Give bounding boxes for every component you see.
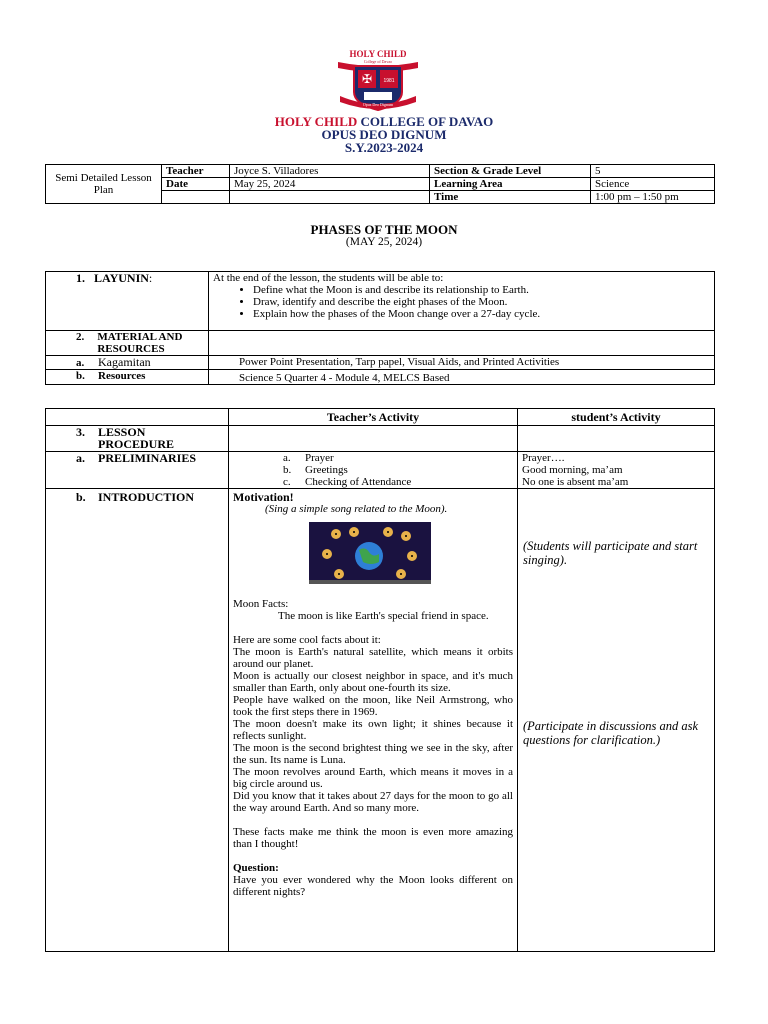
teacher-label: Teacher: [162, 165, 230, 178]
lesson-title: PHASES OF THE MOON: [310, 222, 458, 237]
section-value: 5: [591, 165, 715, 178]
sing-instruction: (Sing a simple song related to the Moon).: [265, 503, 448, 515]
area-value: Science: [591, 178, 715, 191]
list-item: a. Prayer: [283, 452, 334, 464]
logo-motto: Opus Deo Dignum: [362, 102, 394, 107]
list-item: • Draw, identify and describe the eight phases of the Moon.: [253, 296, 710, 308]
procedure-table: [45, 408, 715, 952]
time-label: Time: [430, 191, 591, 204]
kagamitan-value: Power Point Presentation, Tarp papel, Visual Aids, and Printed Activities: [209, 356, 715, 370]
introduction-student: [518, 489, 715, 952]
preliminaries-heading: a. PRELIMINARIES: [46, 452, 229, 489]
date-label: Date: [162, 178, 230, 191]
student-activity-header: student’s Activity: [518, 409, 715, 426]
facts-heading: Moon Facts:: [233, 598, 289, 610]
fact-item: Moon is actually our closest neighbor in space, and it's much smaller than Earth, only about one-fourth its size.: [233, 670, 513, 694]
time-value: 1:00 pm – 1:50 pm: [591, 191, 715, 204]
fact-item: The moon doesn't make its own light; it shines because it reflects sunlight.: [233, 718, 513, 742]
student-response: Prayer….: [522, 452, 565, 464]
resources-value: Science 5 Quarter 4 - Module 4, MELCS Based: [209, 370, 715, 385]
question-text: Have you ever wondered why the Moon looks different on different nights?: [233, 874, 513, 898]
list-item: • Define what the Moon is and describe its relationship to Earth.: [253, 284, 710, 296]
introduction-heading: b. INTRODUCTION: [46, 489, 229, 952]
fact-item: Did you know that it takes about 27 days for the moon to go all the way around Earth. And so many more.: [233, 790, 513, 814]
section-label: Section & Grade Level: [430, 165, 591, 178]
cool-facts-intro: Here are some cool facts about it:: [233, 634, 381, 646]
logo-text: HOLY CHILD: [349, 49, 407, 59]
teacher-activity-header: Teacher’s Activity: [229, 409, 518, 426]
objectives-content: [209, 272, 715, 331]
materials-heading: 2. MATERIAL AND RESOURCES: [46, 331, 209, 356]
teacher-value: Joyce S. Villadores: [230, 165, 430, 178]
moon-song-image: [309, 522, 431, 584]
info-table: [45, 164, 715, 204]
objectives-heading: 1. LAYUNIN:: [46, 272, 209, 331]
facts-conclusion: These facts make me think the moon is even more amazing than I thought!: [233, 826, 513, 850]
facts-intro: The moon is like Earth's special friend in space.: [278, 610, 489, 622]
student-sing-response: (Students will participate and start singing).: [523, 539, 698, 567]
plan-type: Semi Detailed Lesson Plan: [46, 165, 162, 204]
fact-item: The moon is Earth's natural satellite, which means it orbits around our planet.: [233, 646, 513, 670]
area-label: Learning Area: [430, 178, 591, 191]
fact-item: The moon is the second brightest thing we see in the sky, after the sun. Its name is Luna.: [233, 742, 513, 766]
preliminaries-responses: [518, 452, 715, 489]
school-logo: [318, 48, 438, 112]
kagamitan-label: a. Kagamitan: [46, 356, 209, 370]
school-year: S.Y.2023-2024: [344, 140, 424, 155]
fact-item: People have walked on the moon, like Neil Armstrong, who took the first steps there in 1969.: [233, 694, 513, 718]
fact-item: The moon revolves around Earth, which means it moves in a big circle around us.: [233, 766, 513, 790]
list-item: b. Greetings: [283, 464, 348, 476]
motivation-label: Motivation!: [233, 490, 294, 504]
resources-label: b. Resources: [46, 370, 209, 385]
logo-subtext: College of Davao: [363, 59, 393, 64]
svg-text:✠: ✠: [361, 72, 373, 86]
list-item: • Explain how the phases of the Moon change over a 27-day cycle.: [253, 308, 710, 320]
lesson-procedure-heading: 3. LESSON PROCEDURE: [46, 426, 229, 452]
introduction-teacher: [229, 489, 518, 952]
objectives-table: [45, 271, 715, 385]
logo-year: 1981: [383, 78, 395, 84]
lesson-date: (MAY 25, 2024): [345, 236, 423, 248]
school-motto: OPUS DEO DIGNUM: [321, 127, 447, 142]
student-response: No one is absent ma’am: [522, 476, 629, 488]
list-item: c. Checking of Attendance: [283, 476, 412, 488]
objectives-intro: At the end of the lesson, the students will be able to:: [213, 272, 444, 284]
school-name: HOLY CHILD COLLEGE OF DAVAO: [274, 114, 494, 129]
objectives-list: [213, 284, 710, 320]
student-discuss-response: (Participate in discussions and ask questions for clarification.): [523, 719, 698, 747]
preliminaries-list: [229, 452, 518, 489]
date-value: May 25, 2024: [230, 178, 430, 191]
question-label: Question:: [233, 862, 279, 874]
student-response: Good morning, ma’am: [522, 464, 623, 476]
